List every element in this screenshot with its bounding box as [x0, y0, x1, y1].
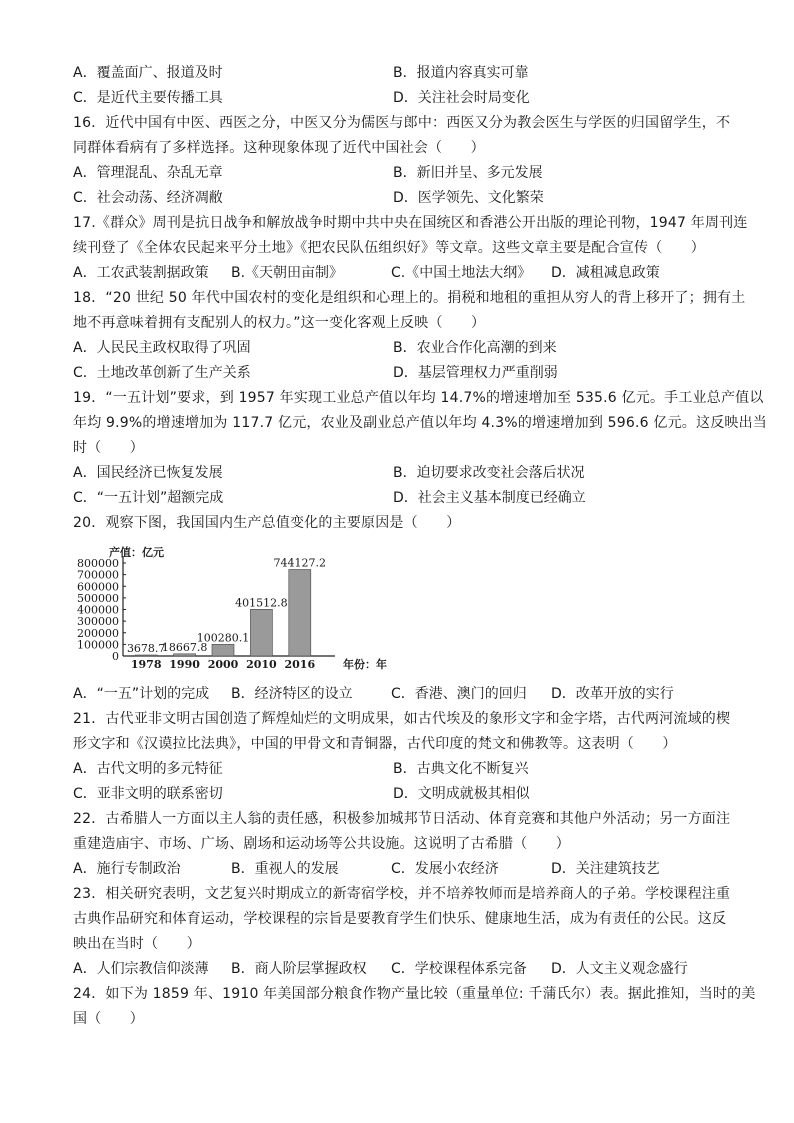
- q15-option-d: D．关注社会时局变化: [393, 90, 530, 106]
- q16-option-d: D．医学领先、文化繁荣: [393, 190, 544, 206]
- q22-option-b: B．重视人的发展: [231, 861, 339, 877]
- q24-stem-line2: 国（ ）: [73, 1011, 144, 1027]
- q16-stem-line1: 16．近代中国有中医、西医之分，中医又分为儒医与郎中：西医又分为教会医生与学医的归国留学生，不: [73, 115, 731, 131]
- q16-stem-line2: 同群体看病有了多样选择。这种现象体现了近代中国社会（ ）: [73, 140, 485, 156]
- q21-option-c: C．亚非文明的联系密切: [73, 786, 223, 802]
- q22-option-d: D．关注建筑技艺: [551, 861, 660, 877]
- q18-option-a: A．人民民主政权取得了巩固: [73, 340, 251, 356]
- q23-stem-line1: 23．相关研究表明，文艺复兴时期成立的新寄宿学校，并不培养牧师而是培养商人的子弟。学校课程注重: [73, 886, 731, 902]
- q19-stem-line3: 时（ ）: [73, 440, 144, 456]
- bar-value-label: 18667.8: [161, 640, 208, 654]
- q19-stem-line2: 年均 9.9%的增速增加为 117.7 亿元，农业及副业总产值以年均 4.3%的增速增加到 596.6 亿元。这反映出当: [73, 415, 767, 431]
- q18-option-d: D．基层管理权力严重削弱: [393, 365, 558, 381]
- q21-stem-line2: 形文字和《汉谟拉比法典》，中国的甲骨文和青铜器，古代印度的梵文和佛教等。这表明（ ）: [73, 736, 677, 752]
- q23-option-c: C．学校课程体系完备: [391, 961, 527, 977]
- q17-option-c: C.《中国土地法大纲》: [391, 265, 532, 281]
- x-tick-label: 2016: [284, 658, 316, 671]
- q15-option-a: A．覆盖面广、报道及时: [73, 65, 223, 81]
- bar-value-label: 3678.7: [126, 642, 166, 655]
- x-tick-label: 2000: [207, 658, 239, 671]
- y-tick-label: 100000: [77, 638, 119, 652]
- x-tick-label: 2010: [246, 658, 277, 671]
- q21-option-b: B．古典文化不断复兴: [393, 761, 529, 777]
- q17-option-b: B.《天朝田亩制》: [231, 265, 344, 281]
- q20-option-d: D．改革开放的实行: [551, 686, 674, 702]
- q19-option-d: D．社会主义基本制度已经确立: [393, 490, 586, 506]
- bar-1990: [174, 654, 196, 656]
- bar-value-label: 744127.2: [273, 556, 327, 570]
- y-tick-label: 300000: [77, 615, 119, 629]
- q21-option-d: D．文明成就极其相似: [393, 786, 530, 802]
- q20-option-a: A．“一五”计划的完成: [73, 686, 210, 702]
- x-tick-label: 1978: [130, 658, 162, 671]
- y-tick-label: 600000: [77, 580, 119, 594]
- q18-stem-line1: 18．“20 世纪 50 年代中国农村的变化是组织和心理上的。捐税和地租的重担从穷人的背上移开了；拥有土: [73, 290, 746, 306]
- q23-stem-line3: 映出在当时（ ）: [73, 936, 201, 952]
- q16-option-a: A．管理混乱、杂乱无章: [73, 165, 223, 181]
- q18-option-b: B．农业合作化高潮的到来: [393, 340, 557, 356]
- y-tick-label: 800000: [77, 557, 119, 570]
- y-tick-label: 500000: [77, 591, 119, 605]
- q23-stem-line2: 古典作品研究和体育运动，学校课程的宗旨是要教育学生们快乐、健康地生活，成为有责任的公民。这反: [73, 911, 727, 927]
- bar-2000: [212, 644, 234, 656]
- q21-option-a: A．古代文明的多元特征: [73, 761, 223, 777]
- bar-1978: [135, 655, 157, 656]
- q17-stem-line1: 17.《群众》周刊是抗日战争和解放战争时期中共中央在国统区和香港公开出版的理论刊物，1947 年周刊连: [73, 215, 748, 231]
- q23-option-d: D．人文主义观念盛行: [551, 961, 688, 977]
- y-axis-label: 产值：亿元: [109, 546, 164, 559]
- q22-stem-line1: 22．古希腊人一方面以主人翁的责任感，积极参加城邦节日活动、体育竞赛和其他户外活动；另一方面注: [73, 811, 731, 827]
- q23-option-b: B．商人阶层掌握政权: [231, 961, 367, 977]
- bar-value-label: 100280.1: [196, 631, 250, 645]
- q17-option-d: D．减租减息政策: [551, 265, 660, 281]
- q19-option-b: B．迫切要求改变社会落后状况: [393, 465, 585, 481]
- q16-option-b: B．新旧并呈、多元发展: [393, 165, 543, 181]
- q15-option-b: B．报道内容真实可靠: [393, 65, 529, 81]
- q18-stem-line2: 地不再意味着拥有支配别人的权力。”这一变化客观上反映（ ）: [73, 315, 486, 331]
- q22-option-c: C．发展小农经济: [391, 861, 499, 877]
- q22-stem-line2: 重建造庙宇、市场、广场、剧场和运动场等公共设施。这说明了古希腊（ ）: [73, 836, 570, 852]
- bar-2016: [289, 569, 311, 656]
- q19-option-c: C．“一五计划”超额完成: [73, 490, 224, 506]
- x-axis-label: 年份：年: [343, 658, 387, 671]
- q19-option-a: A．国民经济已恢复发展: [73, 465, 223, 481]
- bar-2010: [250, 609, 272, 656]
- q21-stem-line1: 21．古代亚非文明古国创造了辉煌灿烂的文明成果，如古代埃及的象形文字和金字塔，古代两河流域的楔: [73, 711, 731, 727]
- q20-option-b: B．经济特区的设立: [231, 686, 353, 702]
- q23-option-a: A．人们宗教信仰淡薄: [73, 961, 209, 977]
- q16-option-c: C．社会动荡、经济凋敝: [73, 190, 223, 206]
- q19-stem-line1: 19．“一五计划”要求，到 1957 年实现工业总产值以年均 14.7%的增速增加至 535.6 亿元。手工业总产值以: [73, 390, 764, 406]
- q15-option-c: C．是近代主要传播工具: [73, 90, 223, 106]
- y-tick-label: 400000: [77, 603, 119, 617]
- bar-value-label: 401512.8: [235, 596, 288, 610]
- x-tick-label: 1990: [169, 658, 200, 671]
- y-tick-label: 0: [112, 650, 119, 663]
- q24-stem-line1: 24．如下为 1859 年、1910 年美国部分粮食作物产量比较（重量单位: 千蒲氏尔）表。据此推知，当时的美: [73, 986, 756, 1002]
- y-tick-label: 700000: [77, 568, 119, 582]
- q18-option-c: C．土地改革创新了生产关系: [73, 365, 251, 381]
- gdp-bar-chart: [73, 543, 387, 673]
- q20-option-c: C．香港、澳门的回归: [391, 686, 527, 702]
- y-tick-label: 200000: [77, 626, 119, 640]
- q17-stem-line2: 续刊登了《全体农民起来平分土地》《把农民队伍组织好》等文章。这些文章主要是配合宣传（ ）: [73, 240, 705, 256]
- q22-option-a: A．施行专制政治: [73, 861, 181, 877]
- q17-option-a: A．工农武装割据政策: [73, 265, 209, 281]
- q20-stem-line1: 20．观察下图，我国国内生产总值变化的主要原因是（ ）: [73, 515, 461, 531]
